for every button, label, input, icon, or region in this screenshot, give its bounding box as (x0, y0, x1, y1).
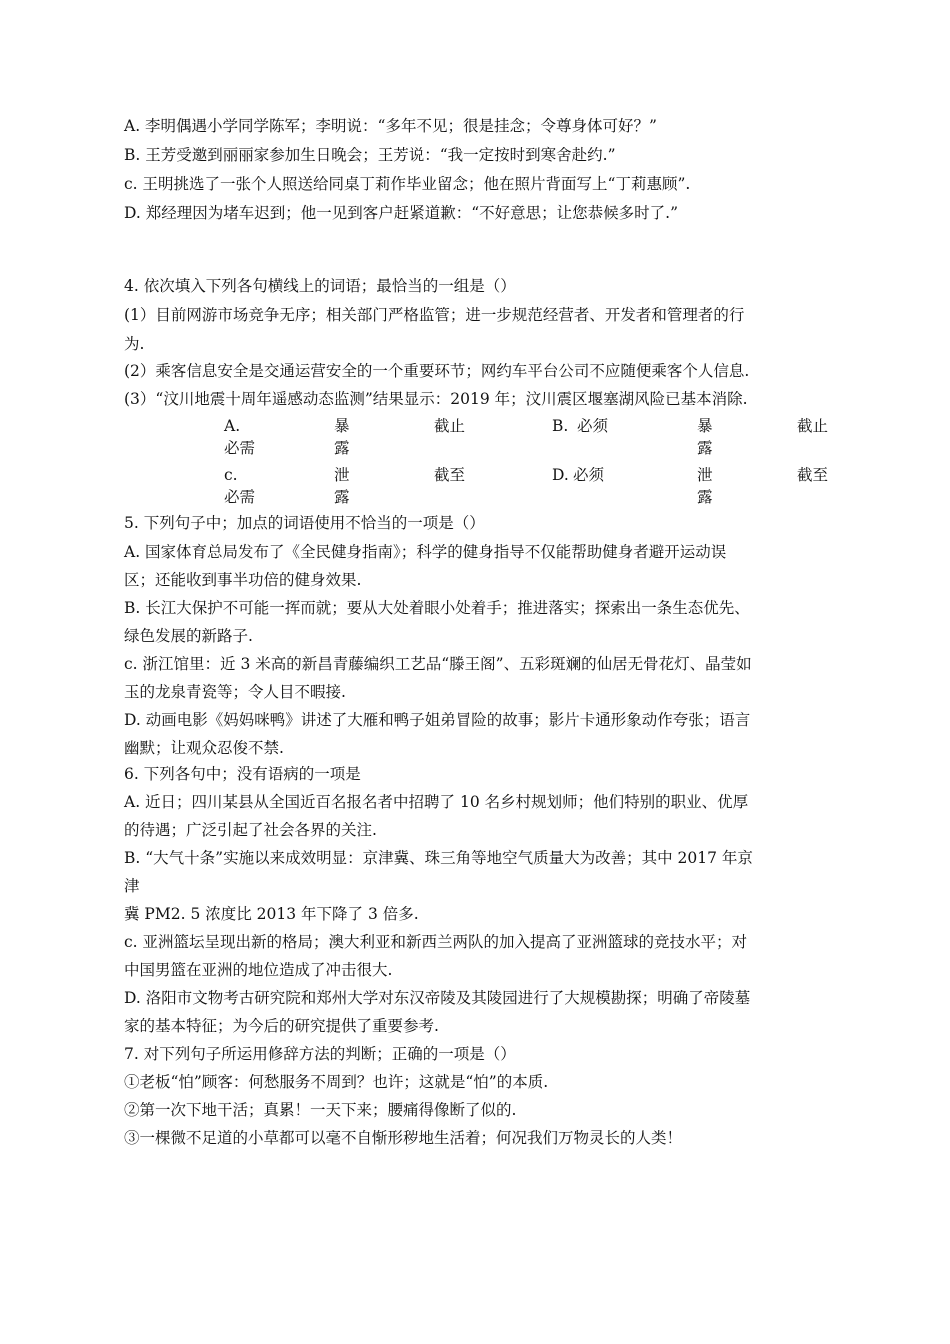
option-line: A. 李明偶遇小学同学陈军；李明说：“多年不见；很是挂念；令尊身体可好？” (124, 117, 657, 135)
option-line: c. 王明挑选了一张个人照送给同桌丁莉作毕业留念；他在照片背面写上“丁莉惠顾”. (124, 175, 691, 193)
option-line: D. 郑经理因为堵车迟到；他一见到客户赶紧道歉：“不好意思；让您恭候多时了.” (124, 204, 679, 222)
option-b-word-1: 必须 (577, 417, 609, 435)
option-d-word-3: 截至 (797, 466, 829, 484)
question-4-sentence-2: (2）乘客信息安全是交通运营安全的一个重要环节；网约车平台公司不应随便乘客个人信息. (124, 362, 750, 380)
question-6-line: D. 洛阳市文物考古研究院和郑州大学对东汉帝陵及其陵园进行了大规模勘探；明确了帝陵墓 (124, 989, 751, 1007)
question-7-line: ③一棵微不足道的小草都可以毫不自惭形秽地生活着；何况我们万物灵长的人类！ (124, 1129, 683, 1147)
question-6-line: B. “大气十条”实施以来成效明显：京津冀、珠三角等地空气质量大为改善；其中 2017 年京 (124, 849, 753, 867)
option-c-word-1: 必需 (224, 488, 256, 506)
question-6-stem: 6. 下列各句中；没有语病的一项是 (124, 765, 361, 783)
question-5-line: D. 动画电影《妈妈咪鸭》讲述了大雁和鸭子姐弟冒险的故事；影片卡通形象动作夸张；语言 (124, 711, 751, 729)
option-c-word-2-cont: 露 (334, 488, 350, 506)
question-5-line: B. 长江大保护不可能一挥而就；要从大处着眼小处着手；推进落实；探索出一条生态优先、 (124, 599, 750, 617)
question-4-sentence-1: (1）目前网游市场竞争无序；相关部门严格监管；进一步规范经营者、开发者和管理者的行 (124, 306, 745, 324)
option-a-word-1: 必需 (224, 439, 256, 457)
option-b-letter: B. (552, 417, 569, 435)
question-4-sentence-3: (3）“汶川地震十周年遥感动态监测”结果显示：2019 年；汶川震区堰塞湖风险已基本消除. (124, 390, 748, 408)
question-5-stem: 5. 下列句子中；加点的词语使用不恰当的一项是（） (124, 514, 485, 532)
question-5-line: 区；还能收到事半功倍的健身效果. (124, 571, 362, 589)
question-5-line: A. 国家体育总局发布了《全民健身指南》；科学的健身指导不仅能帮助健身者避开运动误 (124, 543, 727, 561)
option-b-word-2: 暴 (697, 417, 713, 435)
question-5-line: 幽默；让观众忍俊不禁. (124, 739, 284, 757)
option-c-word-3: 截至 (434, 466, 466, 484)
question-4-stem: 4. 依次填入下列各句横线上的词语；最恰当的一组是（） (124, 277, 516, 295)
question-6-line: 冀 PM2. 5 浓度比 2013 年下降了 3 倍多. (124, 905, 419, 923)
question-7-stem: 7. 对下列句子所运用修辞方法的判断；正确的一项是（） (124, 1045, 516, 1063)
question-5-line: 玉的龙泉青瓷等；令人目不暇接. (124, 683, 346, 701)
question-4-sentence-1-cont: 为. (124, 335, 145, 353)
question-6-line: 家的基本特征；为今后的研究提供了重要参考. (124, 1017, 439, 1035)
option-a-word-2-cont: 露 (334, 439, 350, 457)
option-line: B. 王芳受邀到丽丽家参加生日晚会；王芳说：“我一定按时到寒舍赴约.” (124, 146, 616, 164)
option-d-word-2: 泄 (697, 466, 713, 484)
option-a-word-2: 暴 (334, 417, 350, 435)
question-6-line: A. 近日；四川某县从全国近百名报名者中招聘了 10 名乡村规划师；他们特别的职业、优厚 (124, 793, 749, 811)
option-a-word-3: 截止 (434, 417, 466, 435)
option-c-word-2: 泄 (334, 466, 350, 484)
question-6-line: 的待遇；广泛引起了社会各界的关注. (124, 821, 377, 839)
question-7-line: ①老板“怕”顾客：何愁服务不周到？也许；这就是“怕”的本质. (124, 1073, 549, 1091)
option-d-word-2-cont: 露 (697, 488, 713, 506)
question-7-line: ②第一次下地干活；真累！一天下来；腰痛得像断了似的. (124, 1101, 517, 1119)
option-d-letter: D. (552, 466, 569, 484)
option-b-word-2-cont: 露 (697, 439, 713, 457)
question-5-line: c. 浙江馆里：近 3 米高的新昌青藤编织工艺品“滕王阁”、五彩斑斓的仙居无骨花灯、晶莹如 (124, 655, 752, 673)
option-b-word-3: 截止 (797, 417, 829, 435)
question-5-line: 绿色发展的新路子. (124, 627, 253, 645)
question-6-line: 津 (124, 877, 140, 895)
question-6-line: 中国男篮在亚洲的地位造成了冲击很大. (124, 961, 393, 979)
option-d-word-1: 必须 (573, 466, 605, 484)
question-6-line: c. 亚洲篮坛呈现出新的格局；澳大利亚和新西兰两队的加入提高了亚洲篮球的竞技水平；对 (124, 933, 748, 951)
option-a-letter: A. (224, 417, 241, 435)
option-c-letter: c. (224, 466, 238, 484)
